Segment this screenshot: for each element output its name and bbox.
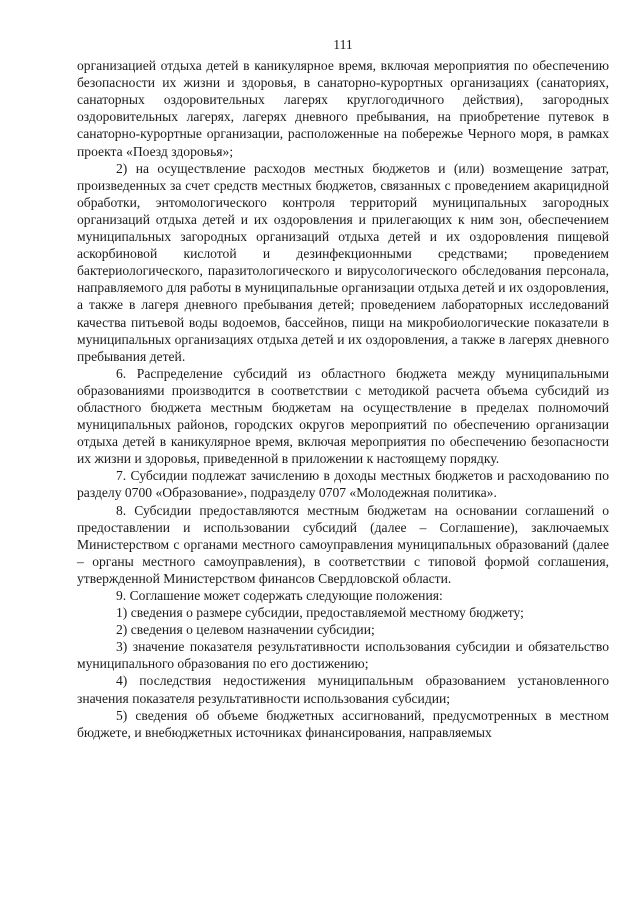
paragraph: 2) на осуществление расходов местных бюджетов и (или) возмещение затрат, произведенных за счет средств местных бюджетов, связанных с проведением акарицидной обработки, энтомологического контроля территорий муниципальных загородных организаций отдыха детей и их оздоровления и прилегающих к ним зон, обеспечением муниципальных загородных организаций отдыха детей и их оздоровления пищевой аскорбиновой кислотой и дезинфекционными средствами; проведением бактериологического, паразитологического и вирусологического обследования персонала, направляемого для работы в муниципальные организации отдыха детей и их оздоровления, а также в лагеря дневного пребывания детей; проведением лабораторных исследований качества питьевой воды водоемов, бассейнов, пищи на микробиологические показатели в муниципальных организациях отдыха детей и их оздоровления, а также в лагерях дневного пребывания детей. xyxy=(77,160,609,364)
document-page xyxy=(77,36,609,741)
paragraph: организацией отдыха детей в каникулярное время, включая мероприятия по обеспечению безопасности их жизни и здоровья, в санаторно-курортных организациях (санаториях, санаторных оздоровительных лагерях круглогодичного действия), загородных оздоровительных лагерях, лагерях дневного пребывания, на приобретение путевок в санаторно-курортные организации, расположенные на побережье Черного моря, в рамках проекта «Поезд здоровья»; xyxy=(77,58,609,159)
paragraph: 8. Субсидии предоставляются местным бюджетам на основании соглашений о предоставлении и использовании субсидий (далее – Соглашение), заключаемых Министерством с органами местного самоуправления муниципальных образований (далее – органы местного самоуправления), в соответствии с типовой формой соглашения, утвержденной Министерством финансов Свердловской области. xyxy=(77,502,609,586)
paragraph: 2) сведения о целевом назначении субсидии; xyxy=(116,622,375,638)
body-text xyxy=(77,57,609,741)
paragraph: 3) значение показателя результативности использования субсидии и обязательство муниципального образования по его достижению; xyxy=(77,639,609,672)
paragraph: 6. Распределение субсидий из областного бюджета между муниципальными образованиями производится в соответствии с методикой расчета объема субсидий из областного бюджета местным бюджетам на осуществление в пределах полномочий муниципальных районов, городских округов мероприятий по обеспечению организации отдыха детей в каникулярное время, включая мероприятия по обеспечению безопасности их жизни и здоровья, приведенной в приложении к настоящему порядку. xyxy=(77,365,609,467)
paragraph: 9. Соглашение может содержать следующие положения: xyxy=(116,588,443,603)
paragraph: 7. Субсидии подлежат зачислению в доходы местных бюджетов и расходованию по разделу 0700 «Образование», подразделу 0707 «Молодежная политика». xyxy=(77,468,609,501)
paragraph: 5) сведения об объеме бюджетных ассигнований, предусмотренных в местном бюджете, и внебюджетных источниках финансирования, направляемых xyxy=(77,707,609,740)
page-number: 111 xyxy=(333,37,353,52)
paragraph: 1) сведения о размере субсидии, предоставляемой местному бюджету; xyxy=(116,605,524,621)
paragraph: 4) последствия недостижения муниципальным образованием установленного значения показателя результативности использования субсидии; xyxy=(77,673,609,706)
